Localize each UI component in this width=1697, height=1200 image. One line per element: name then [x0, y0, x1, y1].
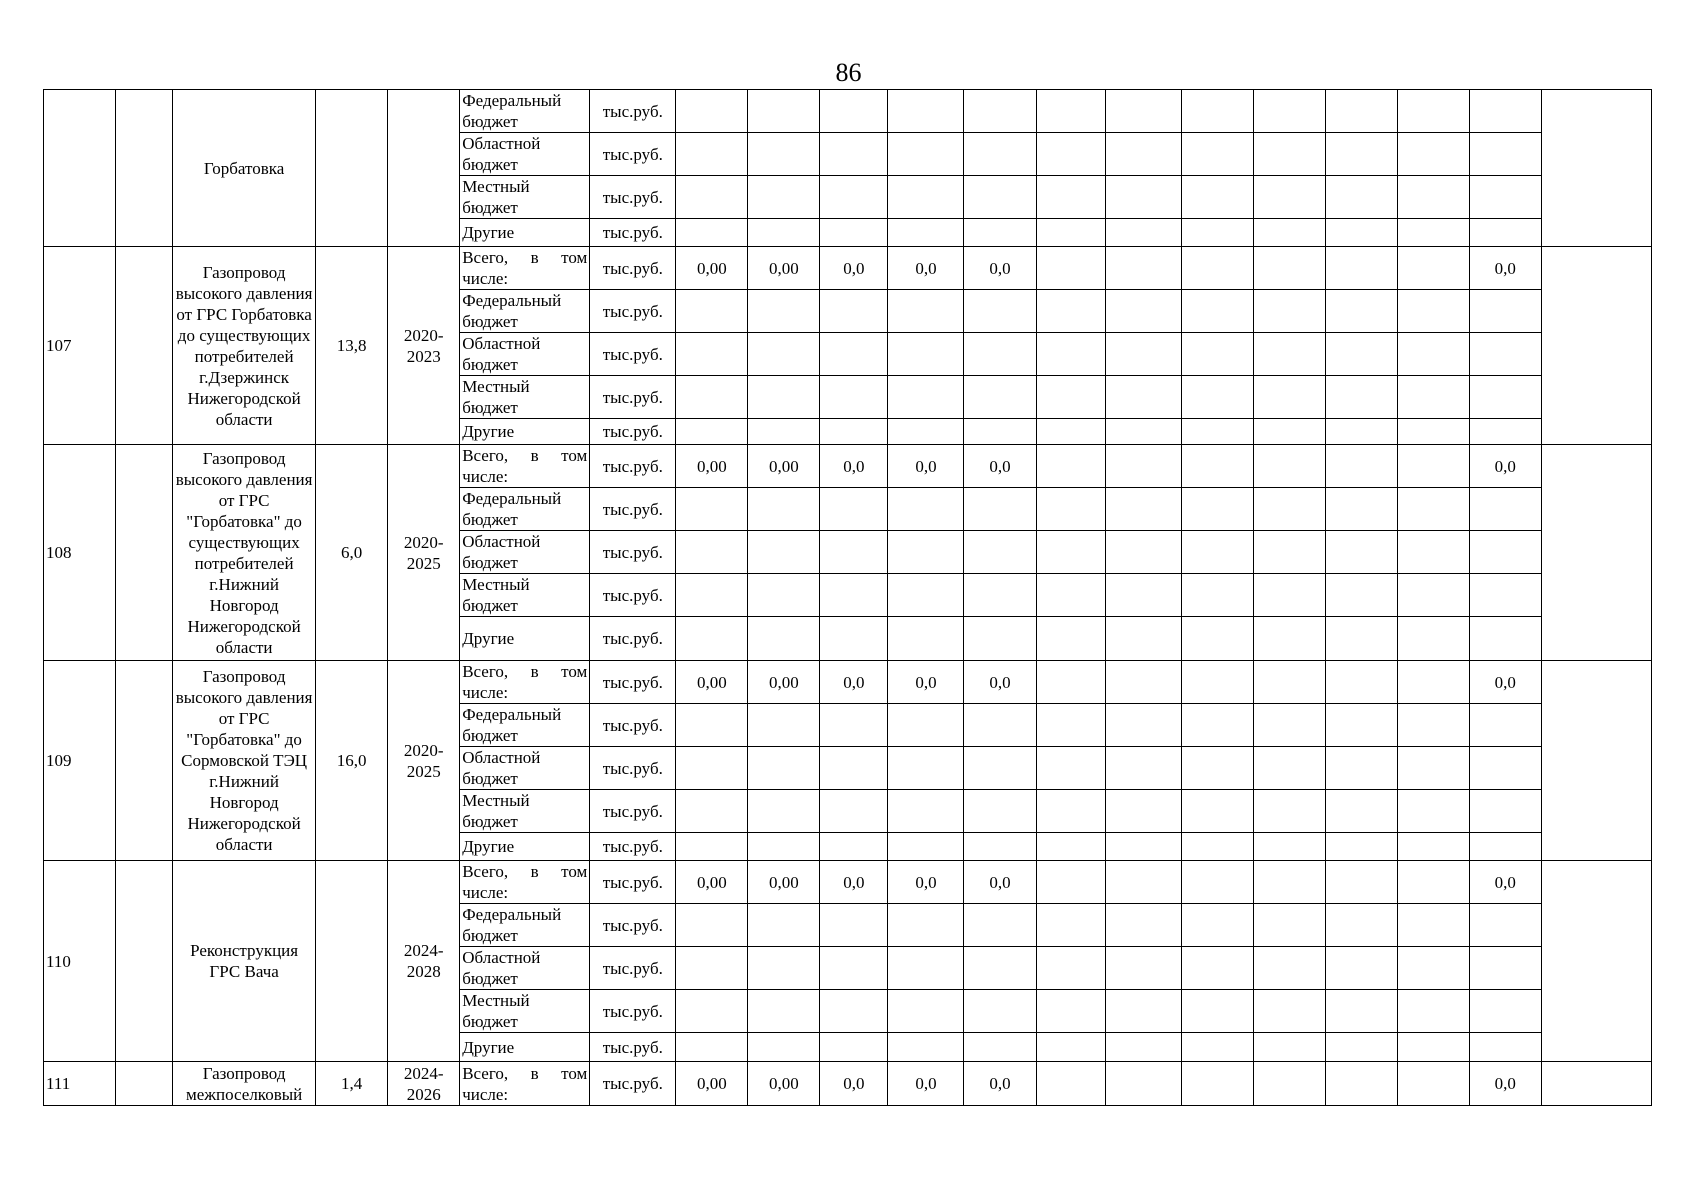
unit: тыс.руб. [590, 947, 676, 990]
value-cell: 0,00 [676, 1062, 748, 1106]
unit: тыс.руб. [590, 247, 676, 290]
value-cell: 0,00 [748, 247, 820, 290]
source-federal: Федеральный бюджет [460, 904, 590, 947]
value-cell: 0,0 [1469, 661, 1541, 704]
source-other: Другие [460, 1033, 590, 1062]
source-federal: Федеральный бюджет [460, 488, 590, 531]
source-other: Другие [460, 617, 590, 661]
object-length: 6,0 [316, 445, 388, 661]
source-total: Всего, в том числе: [460, 861, 590, 904]
source-regional: Областной бюджет [460, 333, 590, 376]
table-row [44, 1062, 1652, 1106]
object-name: Горбатовка [173, 90, 316, 247]
source-regional: Областной бюджет [460, 947, 590, 990]
source-total: Всего, в том числе: [460, 247, 590, 290]
table-row [44, 445, 1652, 488]
source-other: Другие [460, 419, 590, 445]
value-cell: 0,00 [676, 661, 748, 704]
unit: тыс.руб. [590, 90, 676, 133]
cell-empty [116, 247, 173, 445]
object-period: 2024-2028 [388, 861, 460, 1062]
cell-empty [116, 661, 173, 861]
source-total: Всего, в том числе: [460, 1062, 590, 1106]
object-name: Газопровод межпоселковый [173, 1062, 316, 1106]
unit: тыс.руб. [590, 1062, 676, 1106]
value-cell: 0,0 [888, 1062, 964, 1106]
source-regional: Областной бюджет [460, 133, 590, 176]
value-cell: 0,00 [748, 861, 820, 904]
source-local: Местный бюджет [460, 574, 590, 617]
value-cell: 0,0 [1469, 1062, 1541, 1106]
unit: тыс.руб. [590, 574, 676, 617]
value-cell: 0,0 [888, 861, 964, 904]
cell-no [44, 90, 116, 247]
unit: тыс.руб. [590, 531, 676, 574]
unit: тыс.руб. [590, 290, 676, 333]
unit: тыс.руб. [590, 990, 676, 1033]
source-total: Всего, в том числе: [460, 445, 590, 488]
unit: тыс.руб. [590, 833, 676, 861]
value-cell: 0,0 [964, 661, 1036, 704]
unit: тыс.руб. [590, 747, 676, 790]
unit: тыс.руб. [590, 861, 676, 904]
cell-empty [116, 1062, 173, 1106]
unit: тыс.руб. [590, 661, 676, 704]
source-regional: Областной бюджет [460, 531, 590, 574]
object-length [316, 861, 388, 1062]
unit: тыс.руб. [590, 617, 676, 661]
unit: тыс.руб. [590, 445, 676, 488]
value-cell: 0,0 [964, 445, 1036, 488]
value-cell: 0,0 [964, 247, 1036, 290]
unit: тыс.руб. [590, 133, 676, 176]
budget-table [43, 89, 1652, 1106]
value-cell: 0,00 [748, 661, 820, 704]
cell-last [1541, 1062, 1651, 1106]
cell-period [388, 90, 460, 247]
source-other: Другие [460, 219, 590, 247]
cell-last [1541, 861, 1651, 1062]
source-local: Местный бюджет [460, 990, 590, 1033]
value-cell: 0,00 [676, 247, 748, 290]
source-other: Другие [460, 833, 590, 861]
table-row [44, 90, 1652, 133]
source-regional: Областной бюджет [460, 747, 590, 790]
value-cell: 0,0 [964, 1062, 1036, 1106]
value-cell: 0,0 [964, 861, 1036, 904]
object-length: 16,0 [316, 661, 388, 861]
source-local: Местный бюджет [460, 376, 590, 419]
value-cell: 0,00 [748, 1062, 820, 1106]
unit: тыс.руб. [590, 219, 676, 247]
table-row [44, 661, 1652, 704]
unit: тыс.руб. [590, 488, 676, 531]
cell-empty [116, 445, 173, 661]
value-cell: 0,0 [888, 445, 964, 488]
value-cell: 0,0 [820, 1062, 888, 1106]
value-cell: 0,00 [676, 861, 748, 904]
table-row [44, 247, 1652, 290]
cell-last [1541, 661, 1651, 861]
unit: тыс.руб. [590, 1033, 676, 1062]
object-period: 2024-2026 [388, 1062, 460, 1106]
cell-empty [116, 90, 173, 247]
value-cell: 0,0 [1469, 247, 1541, 290]
value-cell: 0,0 [1469, 445, 1541, 488]
unit: тыс.руб. [590, 790, 676, 833]
object-period: 2020-2025 [388, 445, 460, 661]
source-federal: Федеральный бюджет [460, 90, 590, 133]
cell-last [1541, 90, 1651, 247]
unit: тыс.руб. [590, 376, 676, 419]
value-cell: 0,0 [888, 247, 964, 290]
value-cell: 0,00 [676, 445, 748, 488]
value-cell: 0,0 [888, 661, 964, 704]
unit: тыс.руб. [590, 419, 676, 445]
unit: тыс.руб. [590, 704, 676, 747]
object-length: 13,8 [316, 247, 388, 445]
row-number: 108 [44, 445, 116, 661]
row-number: 110 [44, 861, 116, 1062]
unit: тыс.руб. [590, 904, 676, 947]
page-number: 86 [835, 58, 862, 87]
value-cell: 0,0 [820, 861, 888, 904]
object-length: 1,4 [316, 1062, 388, 1106]
object-name: Газопровод высокого давления от ГРС "Горбатовка" до Сормовской ТЭЦ г.Нижний Новгород Нижегородской области [173, 661, 316, 861]
table-row [44, 861, 1652, 904]
object-name: Газопровод высокого давления от ГРС Горбатовка до существующих потребителей г.Дзержинск Нижегородской области [173, 247, 316, 445]
source-federal: Федеральный бюджет [460, 704, 590, 747]
object-period: 2020-2025 [388, 661, 460, 861]
cell-last [1541, 445, 1651, 661]
object-name: Реконструкция ГРС Вача [173, 861, 316, 1062]
row-number: 111 [44, 1062, 116, 1106]
row-number: 107 [44, 247, 116, 445]
row-number: 109 [44, 661, 116, 861]
cell-empty [116, 861, 173, 1062]
cell-last [1541, 247, 1651, 445]
object-period: 2020-2023 [388, 247, 460, 445]
object-name: Газопровод высокого давления от ГРС "Горбатовка" до существующих потребителей г.Нижний Новгород Нижегородской области [173, 445, 316, 661]
cell-length [316, 90, 388, 247]
source-total: Всего, в том числе: [460, 661, 590, 704]
source-local: Местный бюджет [460, 790, 590, 833]
value-cell: 0,0 [820, 445, 888, 488]
unit: тыс.руб. [590, 333, 676, 376]
source-local: Местный бюджет [460, 176, 590, 219]
value-cell: 0,0 [1469, 861, 1541, 904]
unit: тыс.руб. [590, 176, 676, 219]
value-cell: 0,0 [820, 661, 888, 704]
source-federal: Федеральный бюджет [460, 290, 590, 333]
value-cell: 0,00 [748, 445, 820, 488]
value-cell: 0,0 [820, 247, 888, 290]
